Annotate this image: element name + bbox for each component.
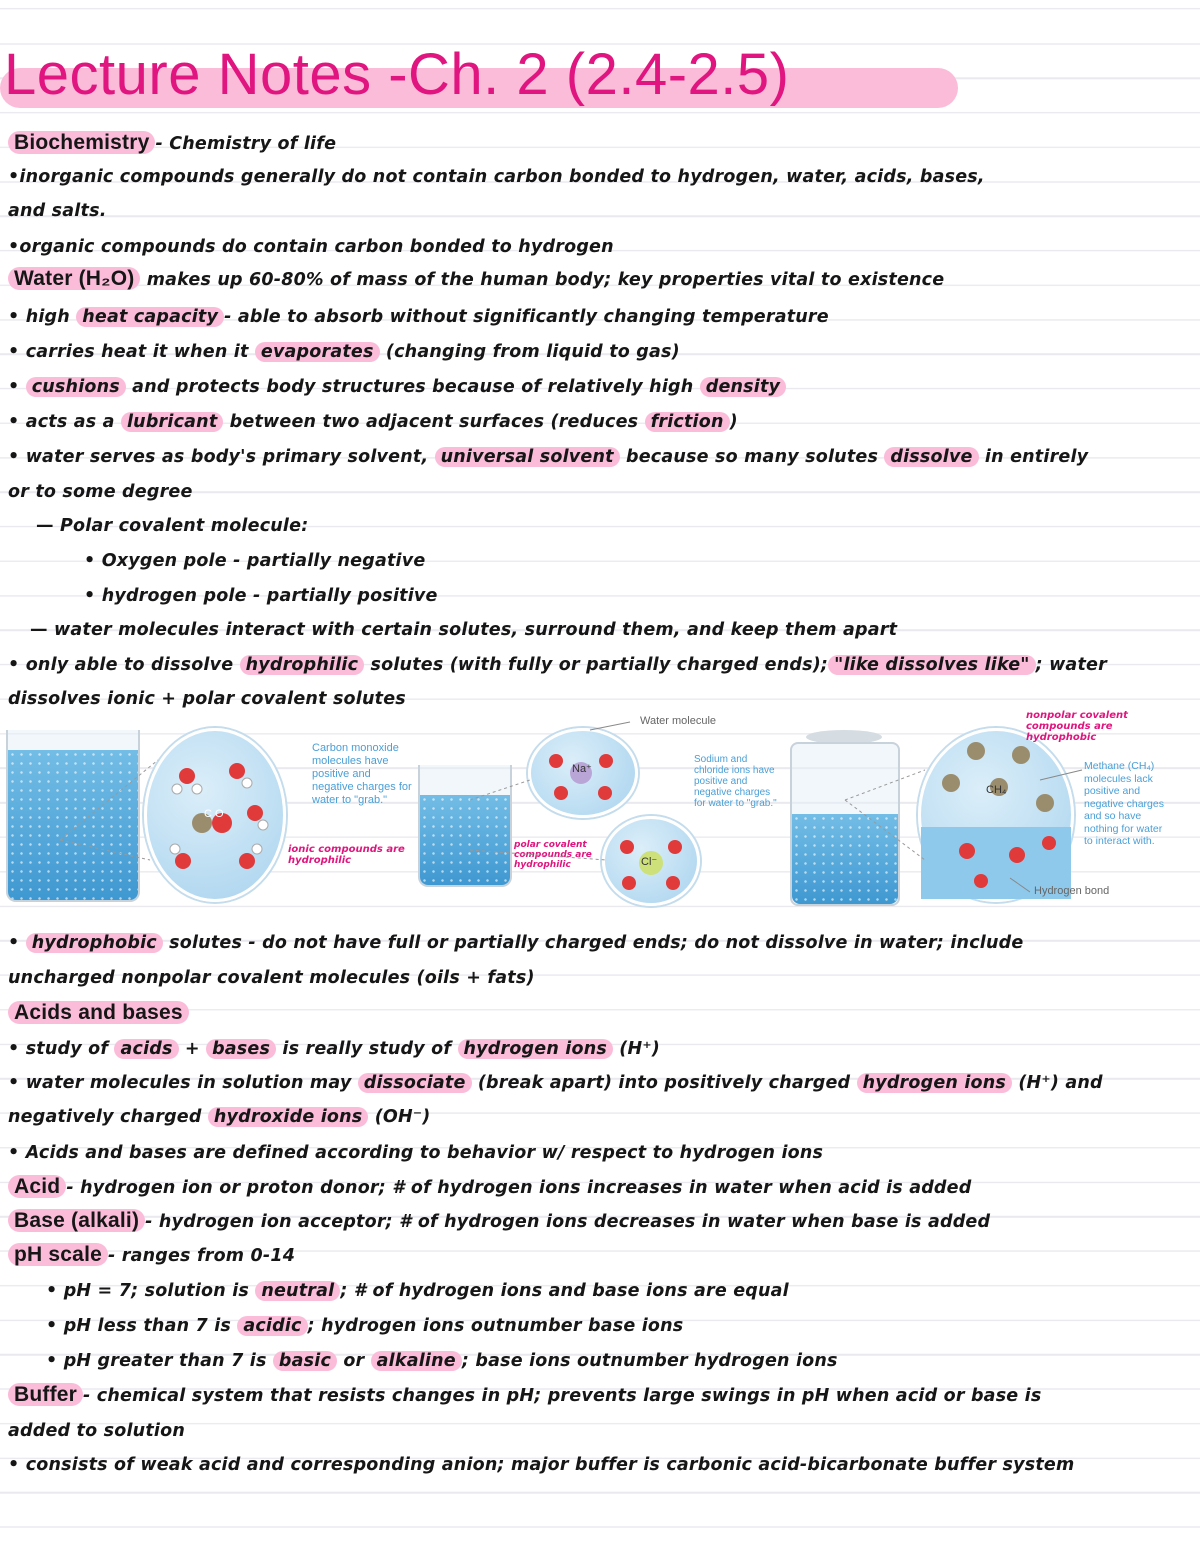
heading-buffer: Buffer <box>8 1383 83 1406</box>
heading-ph-scale: pH scale <box>8 1243 108 1266</box>
note-text: high <box>25 307 77 327</box>
connector-lines <box>0 710 1200 910</box>
note-text: - ranges from 0-14 <box>107 1246 296 1266</box>
note-text: - chemical system that resists changes in pH; prevents large swings in pH when acid or base is <box>83 1386 1042 1406</box>
note-text: uncharged nonpolar covalent molecules (oils + fats) <box>8 968 535 988</box>
note-line <box>8 1380 1041 1411</box>
note-line: • study of acids + bases is really study of hydrogen ions (H⁺) <box>8 1039 660 1059</box>
highlight-term: bases <box>206 1039 276 1059</box>
note-text: Oxygen pole - partially negative <box>101 551 426 571</box>
note-line: •inorganic compounds generally do not contain carbon bonded to hydrogen, water, acids, bases, <box>8 167 985 187</box>
sodium-ion: Na⁺ <box>572 763 592 775</box>
note-line: • carries heat it when it evaporates (changing from liquid to gas) <box>8 342 680 362</box>
note-line: • cushions and protects body structures because of relatively high density <box>8 372 786 402</box>
note-line: • hydrogen pole - partially positive <box>84 586 438 606</box>
highlight-term: hydrophilic <box>240 655 365 675</box>
highlight-term: density <box>700 377 786 397</box>
note-text: ; hydrogen ions outnumber base ions <box>307 1316 684 1336</box>
note-line <box>8 196 107 226</box>
note-text: (H⁺) <box>613 1039 660 1059</box>
highlight-term: hydrophobic <box>26 933 163 953</box>
highlight-term: lubricant <box>121 412 223 432</box>
highlight-term: basic <box>273 1351 337 1371</box>
highlight-term: "like dissolves like" <box>828 655 1035 675</box>
note-line: • Acids and bases are defined according to behavior w/ respect to hydrogen ions <box>8 1143 824 1163</box>
highlight-term: alkaline <box>371 1351 462 1371</box>
note-text: is really study of <box>276 1039 458 1059</box>
note-text: study of <box>25 1039 115 1059</box>
note-text: negatively charged <box>8 1107 208 1127</box>
note-text: acts as a <box>25 412 121 432</box>
note-line <box>8 998 189 1029</box>
note-text: in entirely <box>978 447 1089 467</box>
highlight-term: hydrogen ions <box>458 1039 614 1059</box>
heading-acid: Acid <box>8 1175 66 1198</box>
note-text: ; # of hydrogen ions and base ions are equal <box>340 1281 789 1301</box>
note-text: hydrogen pole - partially positive <box>101 586 438 606</box>
note-text: solutes - do not have full or partially charged ends; do not dissolve in water; include <box>162 933 1024 953</box>
note-line: •organic compounds do contain carbon bonded to hydrogen <box>8 237 614 257</box>
note-line: — water molecules interact with certain solutes, surround them, and keep them apart <box>30 620 898 640</box>
note-line: • consists of weak acid and corresponding anion; major buffer is carbonic acid-bicarbonate buffer system <box>8 1455 1075 1475</box>
hydrogen-bond-label: Hydrogen bond <box>1034 885 1110 897</box>
nacl-handwritten-note: polar covalent compounds are hydrophilic <box>514 840 592 870</box>
note-text: - hydrogen ion or proton donor; # of hydrogen ions increases in water when acid is added <box>66 1178 972 1198</box>
highlight-term: dissociate <box>358 1073 472 1093</box>
note-line <box>8 1102 430 1132</box>
highlight-term: hydroxide ions <box>208 1107 369 1127</box>
note-line: • high heat capacity - able to absorb without significantly changing temperature <box>8 307 829 327</box>
note-line: • pH = 7; solution is neutral ; # of hydrogen ions and base ions are equal <box>46 1281 789 1301</box>
solubility-figure <box>0 710 1200 910</box>
note-text: or to some degree <box>8 482 193 502</box>
highlight-term: heat capacity <box>76 307 224 327</box>
highlight-term: dissolve <box>884 447 978 467</box>
note-text: ; base ions outnumber hydrogen ions <box>461 1351 838 1371</box>
nacl-caption: Sodium and chloride ions have positive and negative charges for water to "grab." <box>694 754 777 809</box>
note-text: ) <box>729 412 738 432</box>
note-text: between two adjacent surfaces (reduces <box>223 412 645 432</box>
methane-caption: Methane (CH₄) molecules lack positive and negative charges and so have nothing for water to interact with. <box>1084 760 1164 847</box>
note-text: ; water <box>1035 655 1107 675</box>
note-line: • pH less than 7 is acidic ; hydrogen ions outnumber base ions <box>46 1316 684 1336</box>
page-title: Lecture Notes -Ch. 2 (2.4-2.5) <box>4 42 790 107</box>
note-text: (H⁺) and <box>1012 1073 1103 1093</box>
highlight-term: acidic <box>237 1316 307 1336</box>
methane-handwritten-note: nonpolar covalent compounds are hydrophobic <box>1026 710 1128 743</box>
note-text: only able to dissolve <box>25 655 240 675</box>
highlight-term: friction <box>645 412 730 432</box>
note-text: (OH⁻) <box>368 1107 431 1127</box>
note-line: • water molecules in solution may dissociate (break apart) into positively charged hydrogen ions (H⁺) and <box>8 1073 1103 1093</box>
note-line <box>8 264 944 295</box>
note-text: consists of weak acid and corresponding anion; major buffer is carbonic acid-bicarbonate buffer system <box>25 1455 1075 1475</box>
heading-biochemistry: Biochemistry <box>8 131 155 154</box>
note-line: • only able to dissolve hydrophilic solutes (with fully or partially charged ends); "like dissolves like" ; water <box>8 655 1107 675</box>
co-handwritten-note: ionic compounds are hydrophilic <box>288 844 405 866</box>
highlight-term: neutral <box>255 1281 340 1301</box>
note-text: water serves as body's primary solvent, <box>25 447 435 467</box>
note-line: • pH greater than 7 is basic or alkaline ; base ions outnumber hydrogen ions <box>46 1351 838 1371</box>
note-text: because so many solutes <box>619 447 885 467</box>
note-line <box>8 963 535 993</box>
note-text: and protects body structures because of relatively high <box>125 377 700 397</box>
note-text: solutes (with fully or partially charged ends); <box>364 655 829 675</box>
note-text: water molecules interact with certain solutes, surround them, and keep them apart <box>54 620 898 640</box>
note-text: - able to absorb without significantly changing temperature <box>224 307 829 327</box>
note-text: added to solution <box>8 1421 185 1441</box>
heading-water: Water (H₂O) <box>8 267 140 290</box>
note-text: or <box>337 1351 371 1371</box>
note-line <box>8 477 193 507</box>
highlight-term: cushions <box>26 377 126 397</box>
chloride-ion: Cl⁻ <box>641 856 658 868</box>
note-text: - Chemistry of life <box>155 134 337 154</box>
water-molecule-label: Water molecule <box>640 715 717 727</box>
note-text: carries heat it when it <box>25 342 255 362</box>
note-text: + <box>178 1039 207 1059</box>
note-text: (changing from liquid to gas) <box>379 342 680 362</box>
heading-acids-bases: Acids and bases <box>8 1001 189 1024</box>
note-text: Acids and bases are defined according to behavior w/ respect to hydrogen ions <box>25 1143 824 1163</box>
note-line <box>8 128 336 159</box>
co-caption: Carbon monoxide molecules have positive and negative charges for water to "grab." <box>312 742 412 806</box>
note-text: makes up 60-80% of mass of the human body; key properties vital to existence <box>140 270 945 290</box>
note-text: (break apart) into positively charged <box>471 1073 857 1093</box>
note-line: • acts as a lubricant between two adjacent surfaces (reduces friction ) <box>8 412 738 432</box>
highlight-term: evaporates <box>255 342 380 362</box>
note-text: dissolves ionic + polar covalent solutes <box>8 689 406 709</box>
highlight-term: hydrogen ions <box>857 1073 1013 1093</box>
note-text: water molecules in solution may <box>25 1073 358 1093</box>
highlight-term: universal solvent <box>435 447 620 467</box>
note-line <box>8 1240 295 1271</box>
heading-base: Base (alkali) <box>8 1209 145 1232</box>
co-molecule: C O <box>204 808 224 820</box>
note-line: • Oxygen pole - partially negative <box>84 551 426 571</box>
note-text: - hydrogen ion acceptor; # of hydrogen ions decreases in water when base is added <box>145 1212 991 1232</box>
note-text: and salts. <box>8 201 107 221</box>
note-line: • water serves as body's primary solvent, universal solvent because so many solutes dissolve in entirely <box>8 447 1089 467</box>
note-text: Polar covalent molecule: <box>60 516 309 536</box>
note-line <box>8 1172 971 1203</box>
methane-molecule: CH₄ <box>986 784 1007 796</box>
note-text: pH = 7; solution is <box>63 1281 256 1301</box>
note-line: • hydrophobic solutes - do not have full or partially charged ends; do not dissolve in water; include <box>8 933 1024 953</box>
note-text: pH greater than 7 is <box>63 1351 273 1371</box>
note-text: inorganic compounds generally do not contain carbon bonded to hydrogen, water, acids, bases, <box>19 167 985 187</box>
note-line <box>8 1416 185 1446</box>
note-text: organic compounds do contain carbon bonded to hydrogen <box>19 237 614 257</box>
note-text: pH less than 7 is <box>63 1316 238 1336</box>
note-line <box>8 1206 990 1237</box>
note-line: — Polar covalent molecule: <box>36 516 309 536</box>
highlight-term: acids <box>114 1039 178 1059</box>
